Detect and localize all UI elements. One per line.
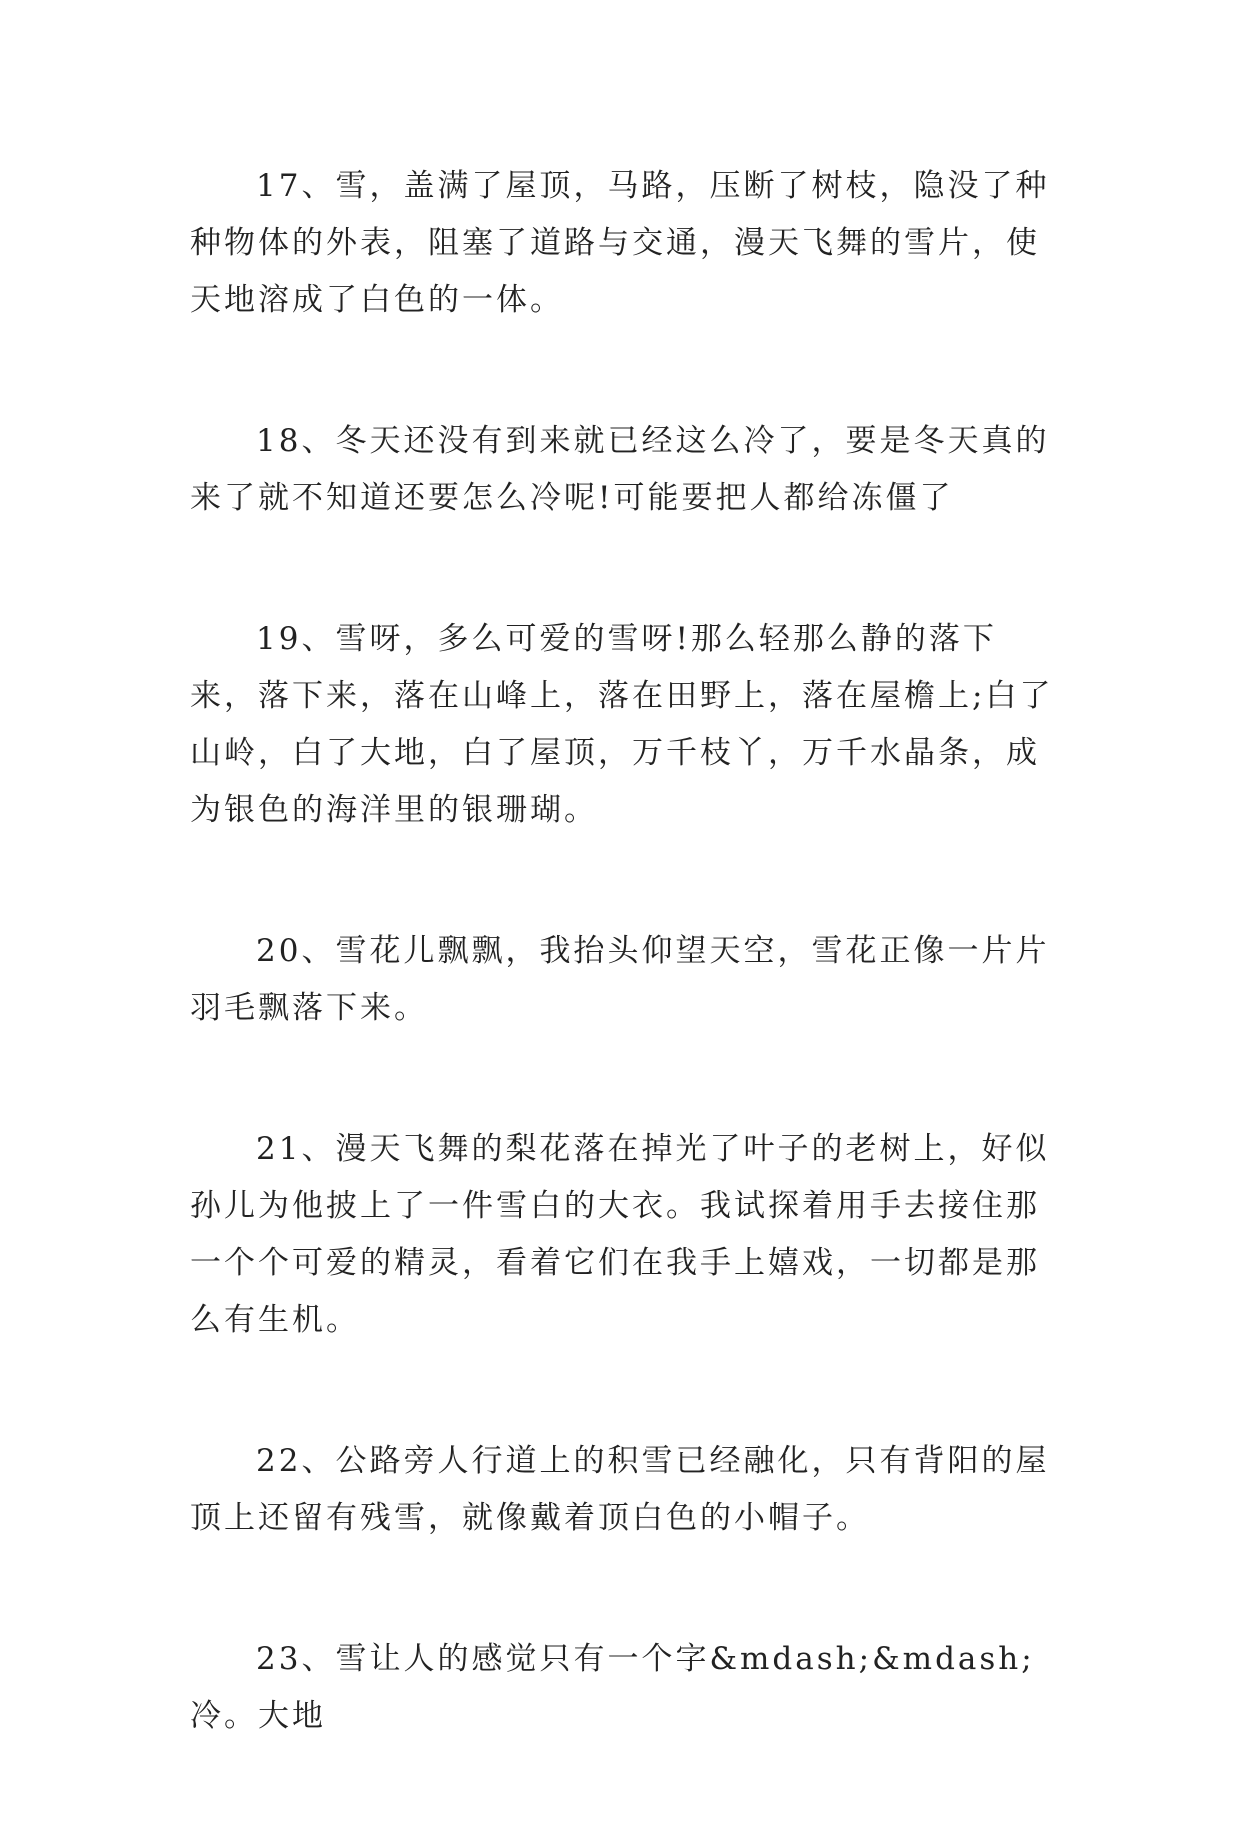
paragraph-20: 20、雪花儿飘飘，我抬头仰望天空，雪花正像一片片羽毛飘落下来。 xyxy=(190,933,1050,1026)
paragraph-19: 19、雪呀，多么可爱的雪呀!那么轻那么静的落下来，落下来，落在山峰上，落在田野上，落在屋檐上;白了山岭，白了大地，白了屋顶，万千枝丫，万千水晶条，成为银色的海洋里的银珊瑚。 xyxy=(190,621,1054,828)
paragraph-18: 18、冬天还没有到来就已经这么冷了，要是冬天真的来了就不知道还要怎么冷呢!可能要把人都给冻僵了 xyxy=(190,423,1050,516)
paragraph-22: 22、公路旁人行道上的积雪已经融化，只有背阳的屋顶上还留有残雪，就像戴着顶白色的小帽子。 xyxy=(190,1443,1050,1536)
paragraph-23: 23、雪让人的感觉只有一个字&mdash;&mdash;冷。大地 xyxy=(190,1641,1035,1734)
paragraph-17: 17、雪，盖满了屋顶，马路，压断了树枝，隐没了种种物体的外表，阻塞了道路与交通，漫天飞舞的雪片，使天地溶成了白色的一体。 xyxy=(190,168,1050,318)
document-body xyxy=(190,158,1056,1829)
paragraph-21: 21、漫天飞舞的梨花落在掉光了叶子的老树上，好似孙儿为他披上了一件雪白的大衣。我试探着用手去接住那一个个可爱的精灵，看着它们在我手上嬉戏，一切都是那么有生机。 xyxy=(190,1131,1050,1338)
